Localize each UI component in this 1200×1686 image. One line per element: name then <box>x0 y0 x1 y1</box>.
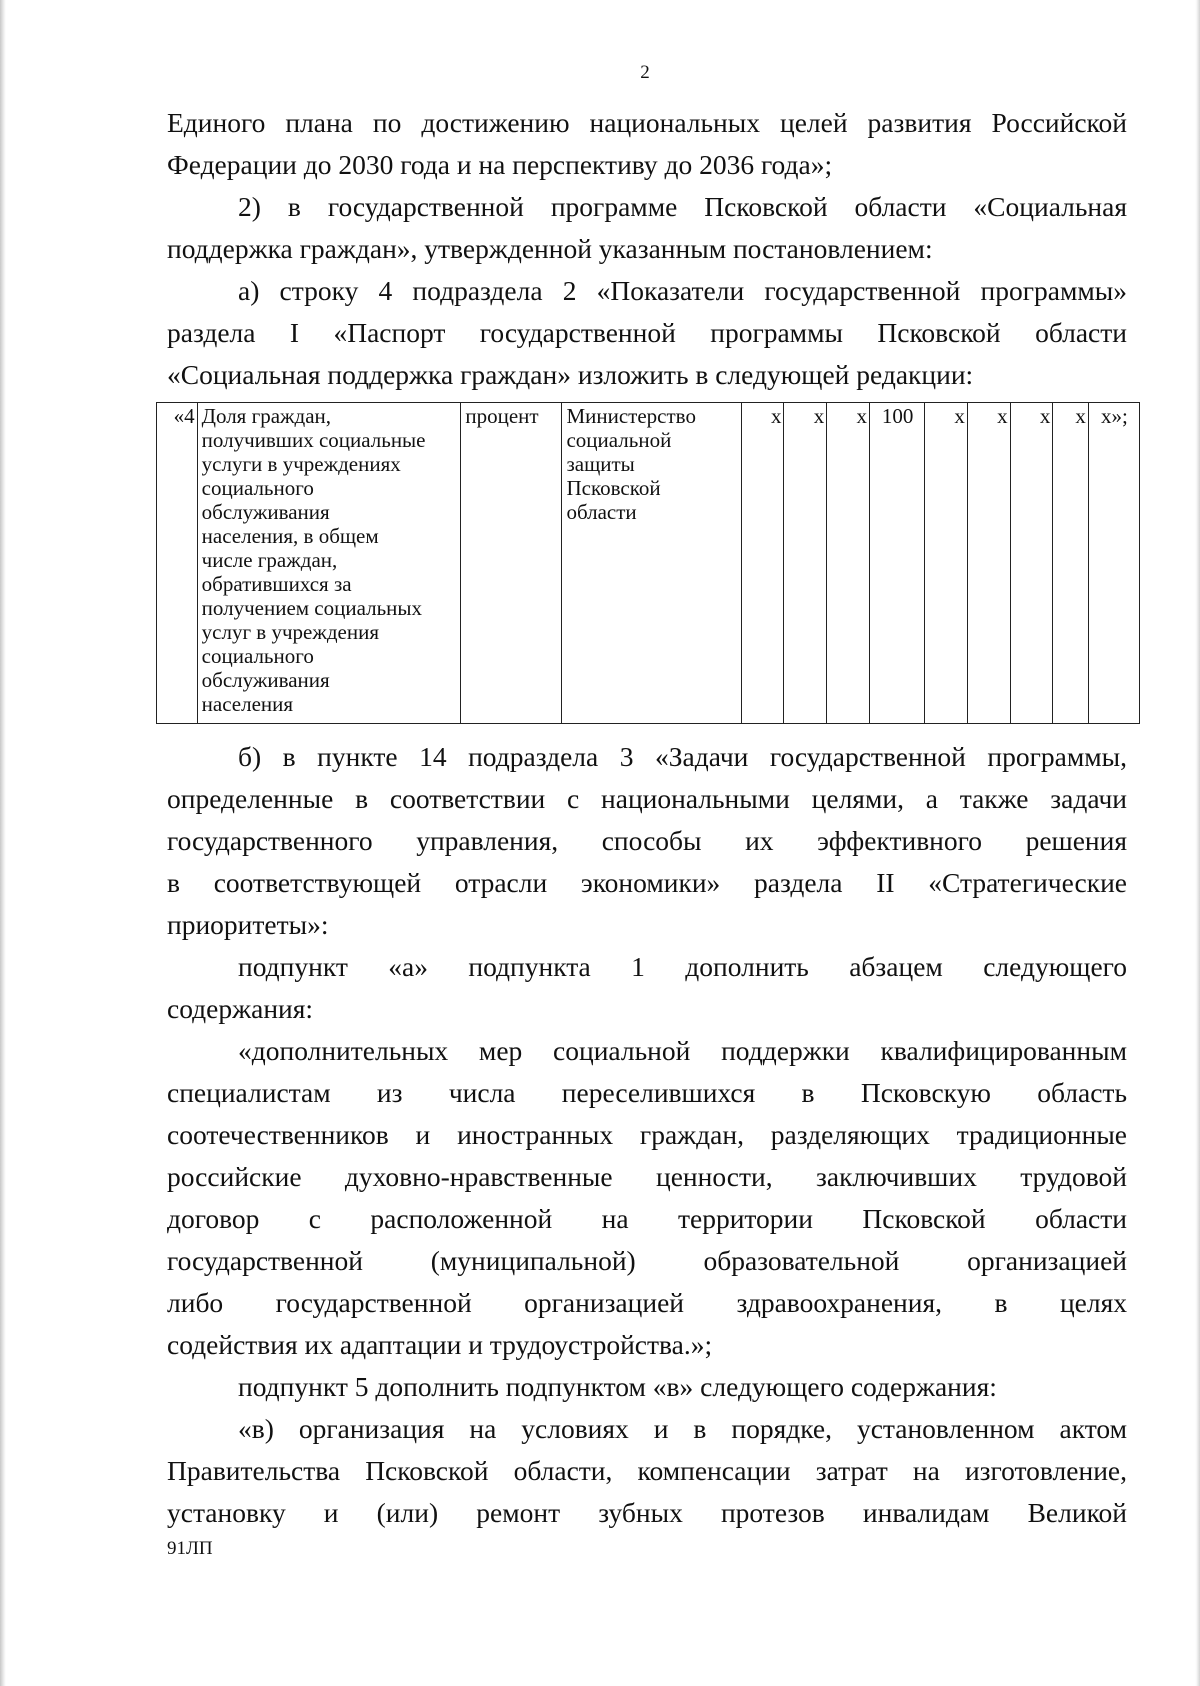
end-cell: х»; <box>1088 403 1139 724</box>
cell-line: Псковской <box>566 476 661 500</box>
text-line: российские духовно-нравственные ценности, заключивших трудовой <box>167 1161 1127 1192</box>
cell-line: обслуживания <box>201 668 330 692</box>
cell-line: социальной <box>566 428 672 452</box>
cell-line: услуги в учреждениях <box>201 452 401 476</box>
cell-line: числе граждан, <box>201 548 338 572</box>
table-row <box>157 403 1140 724</box>
text-line: в соответствующей отрасли экономики» раздела II «Стратегические <box>167 867 1127 898</box>
cell-line: населения <box>201 692 294 716</box>
text-line: содержания: <box>167 993 314 1024</box>
cell-line: обслуживания <box>201 500 330 524</box>
document-code: 91ЛП <box>167 1538 213 1559</box>
value-cell: х <box>967 403 1010 724</box>
text-line: «Социальная поддержка граждан» изложить в следующей редакции: <box>167 359 974 390</box>
cell-line: области <box>566 500 637 524</box>
unit-cell: процент <box>461 403 562 724</box>
value-cell: х <box>1010 403 1053 724</box>
text-line: содействия их адаптации и трудоустройства.»; <box>167 1329 713 1360</box>
cell-line: услуг в учреждения <box>201 620 380 644</box>
value-cell: х <box>784 403 827 724</box>
indicator-name-cell <box>197 403 461 724</box>
scan-edge-right <box>1195 0 1200 1686</box>
cell-line: социального <box>201 644 314 668</box>
cell-line: обратившихся за <box>201 572 352 596</box>
text-line: государственного управления, способы их эффективного решения <box>167 825 1127 856</box>
text-line: приоритеты»: <box>167 909 329 940</box>
cell-line: защиты <box>566 452 635 476</box>
cell-line: получивших социальные <box>201 428 426 452</box>
text-line: б) в пункте 14 подраздела 3 «Задачи государственной программы, <box>238 741 1127 772</box>
text-line: 2) в государственной программе Псковской области «Социальная <box>238 191 1127 222</box>
text-block-bottom <box>167 736 1127 1534</box>
value-cell: х <box>741 403 784 724</box>
text-line: подпункт «а» подпункта 1 дополнить абзацем следующего <box>238 951 1127 982</box>
text-line: раздела I «Паспорт государственной программы Псковской области <box>167 317 1127 348</box>
cell-line: Министерство <box>566 404 696 428</box>
text-line: «в) организация на условиях и в порядке, установленном актом <box>238 1413 1127 1444</box>
text-line: а) строку 4 подраздела 2 «Показатели государственной программы» <box>238 275 1127 306</box>
text-line: специалистам из числа переселившихся в Псковскую область <box>167 1077 1127 1108</box>
text-line: соотечественников и иностранных граждан, разделяющих традиционные <box>167 1119 1127 1150</box>
text-line: подпункт 5 дополнить подпунктом «в» следующего содержания: <box>238 1371 997 1402</box>
value-cell: х <box>925 403 968 724</box>
value-cell: 100 <box>869 403 924 724</box>
text-line: поддержка граждан», утвержденной указанным постановлением: <box>167 233 933 264</box>
text-line: установку и (или) ремонт зубных протезов инвалидам Великой <box>167 1497 1127 1528</box>
text-line: договор с расположенной на территории Псковской области <box>167 1203 1127 1234</box>
value-cell: х <box>827 403 870 724</box>
scan-edge-left <box>0 0 6 1686</box>
cell-line: Доля граждан, <box>201 404 332 428</box>
text-line: Единого плана по достижению национальных целей развития Российской <box>167 107 1127 138</box>
text-line: Правительства Псковской области, компенсации затрат на изготовление, <box>167 1455 1127 1486</box>
page-number: 2 <box>640 62 650 83</box>
cell-line: социального <box>201 476 314 500</box>
responsible-cell <box>562 403 741 724</box>
text-line: Федерации до 2030 года и на перспективу до 2036 года»; <box>167 149 833 180</box>
text-block-top <box>167 102 1127 396</box>
cell-line: получением социальных <box>201 596 423 620</box>
text-line: либо государственной организацией здравоохранения, в целях <box>167 1287 1127 1318</box>
text-line: «дополнительных мер социальной поддержки квалифицированным <box>238 1035 1127 1066</box>
text-line: государственной (муниципальной) образовательной организацией <box>167 1245 1127 1276</box>
text-line: определенные в соответствии с национальными целями, а также задачи <box>167 783 1127 814</box>
row-number-cell: «4 <box>157 403 198 724</box>
indicator-table <box>156 402 1140 724</box>
cell-line: населения, в общем <box>201 524 379 548</box>
value-cell: х <box>1053 403 1088 724</box>
